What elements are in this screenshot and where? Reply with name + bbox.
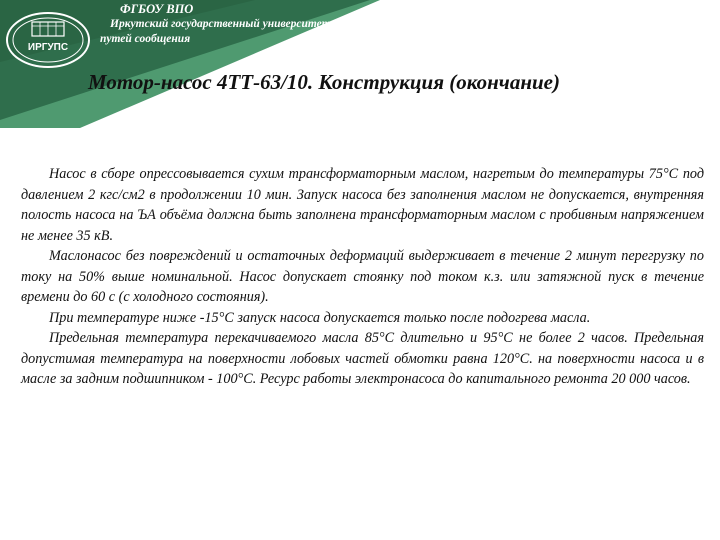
paragraph-4: Предельная температура перекачиваемого масла 85°С длительно и 95°С не более 2 часов. Предельная допустимая температура на поверхности лобовых частей обмотки равна 120°С. на поверхности насоса и в масле за задним подшипником - 100°С. Ресурс работы электронасоса до капитального ремонта 20 000 часов. bbox=[21, 330, 704, 387]
org-line-2: Иркутский государственный университет bbox=[110, 18, 331, 30]
slide-title: Мотор-насос 4ТТ-63/10. Конструкция (окончание) bbox=[88, 70, 560, 94]
paragraph-1: Насос в сборе опрессовывается сухим трансформаторным маслом, нагретым до температуры 75°С под давлением 2 кгс/см2 в продолжении 10 мин. Запуск насоса без заполнения маслом не допускается, внутренняя полость насоса на ЪА объёма должна быть заполнена трансформаторным маслом с пробивным напряжением не менее 35 кВ. bbox=[21, 166, 704, 244]
org-line-1: ФГБОУ ВПО bbox=[120, 2, 194, 16]
paragraph-2: Маслонасос без повреждений и остаточных деформаций выдерживает в течение 2 минут перегрузку по току на 50% выше номинальной. Насос допускает стоянку под током к.з. или затяжной пуск в течение времени до 60 с (с холодного состояния). bbox=[21, 248, 704, 305]
logo-text: ИРГУПС bbox=[27, 42, 69, 53]
org-line-3: путей сообщения bbox=[100, 33, 191, 45]
paragraph-3: При температуре ниже -15°С запуск насоса допускается только после подогрева масла. bbox=[49, 309, 591, 326]
body-text bbox=[21, 164, 704, 390]
university-logo bbox=[4, 10, 92, 74]
organization-name bbox=[100, 2, 331, 47]
